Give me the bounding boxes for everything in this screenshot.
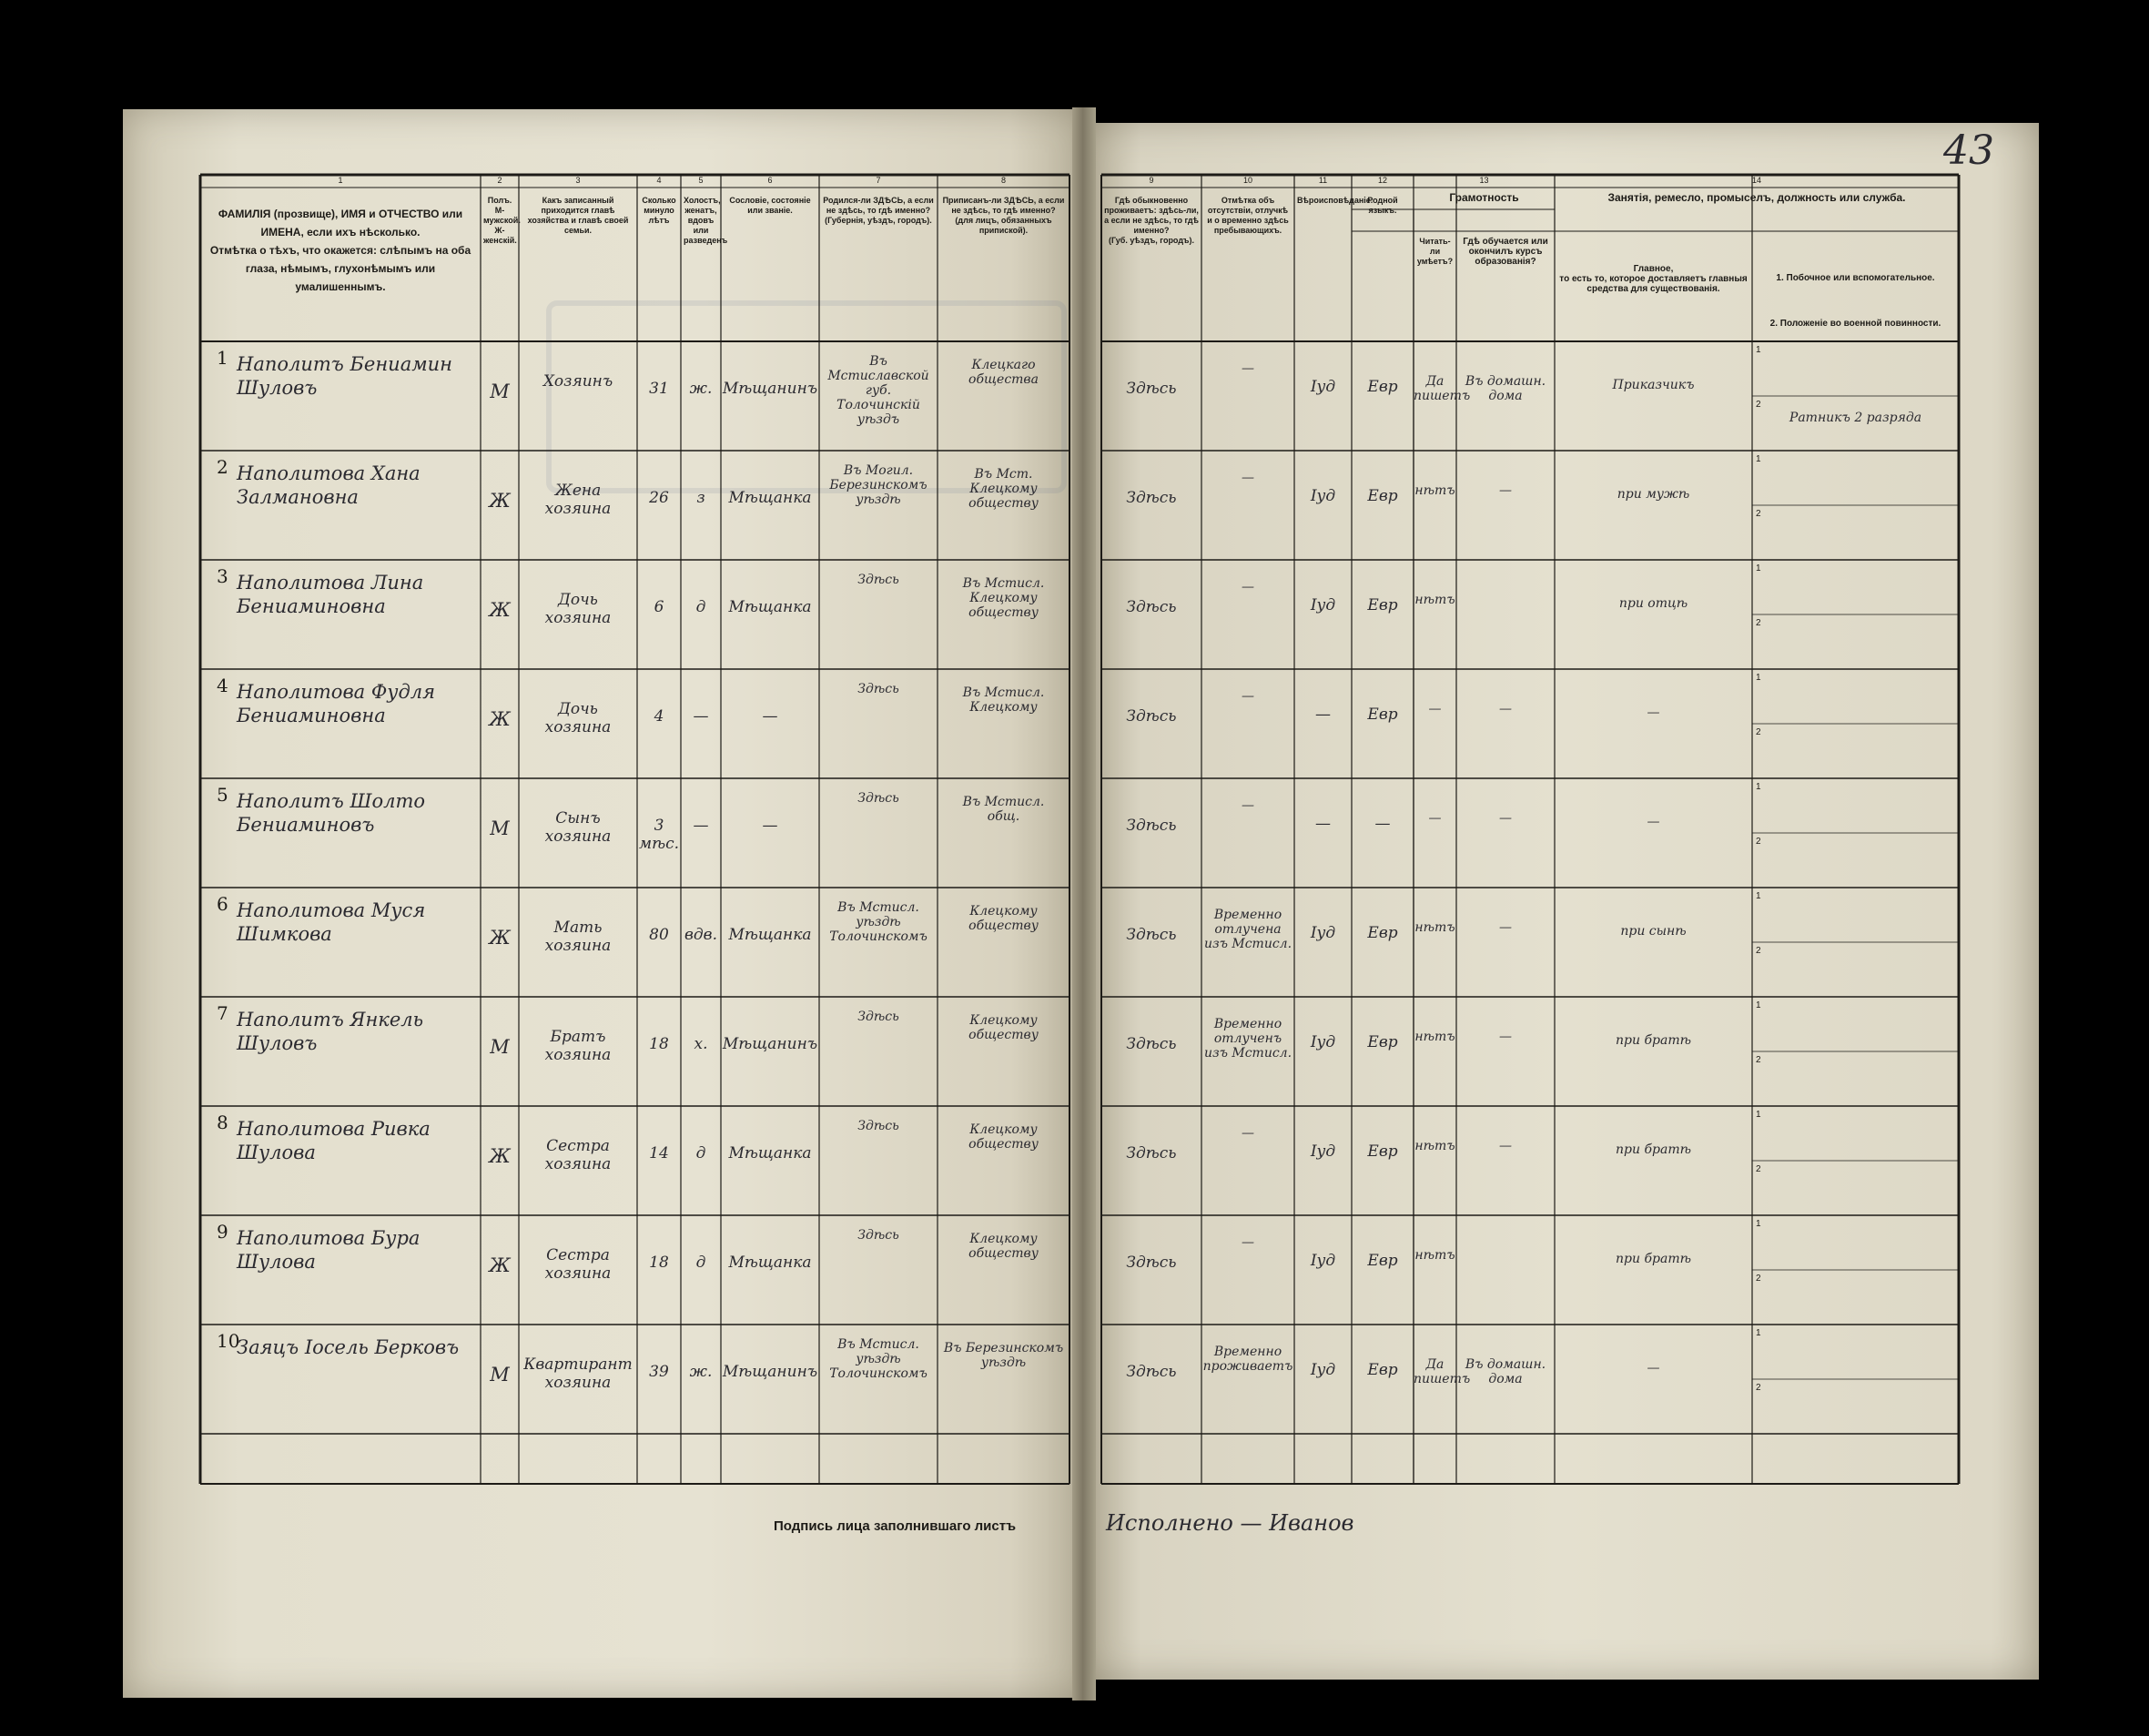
column-header-c13b: Гдѣ обучается или окончилъ курсъ образованія?	[1463, 237, 1548, 267]
residence-cell: Здѣсь	[1126, 707, 1177, 726]
column-header-c14a: Главное, то есть то, которое доставляетъ главныя средства для существованія.	[1559, 264, 1748, 294]
age-cell: 18	[649, 1035, 669, 1053]
relation-cell: Братъ хозяина	[544, 1028, 612, 1064]
subline-number: 1	[1756, 1000, 1761, 1010]
age-cell: 39	[649, 1363, 669, 1381]
subline-number: 2	[1756, 1383, 1761, 1393]
literacy-cell: Да пишетъ	[1414, 1357, 1471, 1386]
registration-cell: Въ Мстисл. общ.	[962, 795, 1045, 824]
subline-number: 2	[1756, 509, 1761, 519]
column-header-c7: Родился-ли ЗДѢСЬ, а если не здѣсь, то гдѣ именно? (Губернія, уѣздъ, городъ).	[823, 196, 934, 225]
absence-cell: —	[1242, 1235, 1254, 1250]
relation-cell: Дочь хозяина	[544, 591, 612, 627]
education-cell: Въ домашн. дома	[1465, 1357, 1546, 1386]
person-name: Наполитова Бура Шулова	[237, 1227, 421, 1273]
registration-cell: Клецкому обществу	[968, 904, 1039, 933]
column-header-c11: Вѣроисповѣданіе.	[1297, 196, 1374, 205]
education-cell: —	[1499, 811, 1512, 826]
religion-cell: —	[1315, 815, 1331, 833]
residence-cell: Здѣсь	[1126, 817, 1177, 835]
registration-cell: Въ Мст. Клецкому обществу	[968, 467, 1039, 511]
marital-cell: ж.	[689, 1363, 713, 1381]
occupation-cell: —	[1647, 706, 1660, 720]
military-status-cell: Ратникъ 2 разряда	[1789, 411, 1922, 425]
estate-cell: —	[762, 817, 778, 835]
column-header-c13a: Читать-ли умѣетъ?	[1416, 237, 1454, 266]
language-cell: Евр	[1367, 1142, 1398, 1161]
sex-cell: Ж	[489, 490, 511, 512]
language-cell: Евр	[1367, 924, 1398, 942]
occupation-cell: Приказчикъ	[1612, 378, 1695, 392]
subline-number: 2	[1756, 1055, 1761, 1065]
birthplace-cell: Здѣсь	[857, 573, 899, 587]
row-number: 3	[217, 565, 228, 587]
column-header-c3: Какъ записанный приходится главѣ хозяйства и главѣ своей семьи.	[527, 196, 629, 235]
marital-cell: х.	[694, 1035, 708, 1053]
language-cell: Евр	[1367, 487, 1398, 505]
column-header-c14b1: 1. Побочное или вспомогательное.	[1776, 273, 1935, 283]
religion-cell: Іуд	[1310, 487, 1336, 505]
marital-cell: д	[695, 598, 706, 616]
column-header-c1: ФАМИЛІЯ (прозвище), ИМЯ и ОТЧЕСТВО или ИМЕНА, если ихъ нѣсколько. Отмѣтка о тѣхъ, что окажется: слѣпымъ на оба глаза, нѣмымъ, глухонѣмымъ или умалишеннымъ.	[209, 208, 471, 293]
row-number: 7	[217, 1002, 228, 1024]
age-cell: 18	[649, 1254, 669, 1272]
column-number: 9	[1149, 176, 1154, 185]
row-number: 2	[217, 456, 228, 478]
person-name: Наполитова Лина Бениаминовна	[237, 572, 424, 617]
person-name: Наполитова Муся Шимкова	[237, 899, 426, 945]
estate-cell: Мѣщанинъ	[722, 1363, 818, 1381]
residence-cell: Здѣсь	[1126, 489, 1177, 507]
religion-cell: Іуд	[1310, 924, 1336, 942]
absence-cell: Временно отлученъ изъ Мстисл.	[1203, 1017, 1292, 1061]
occupation-cell: при мужѣ	[1617, 487, 1690, 502]
subline-number: 1	[1756, 782, 1761, 792]
sex-cell: М	[490, 1364, 510, 1386]
sex-cell: М	[490, 381, 510, 402]
absence-cell: Временно отлучена изъ Мстисл.	[1203, 908, 1292, 951]
estate-cell: Мѣщанинъ	[722, 1035, 818, 1053]
age-cell: 31	[649, 380, 669, 398]
residence-cell: Здѣсь	[1126, 1363, 1177, 1381]
education-cell: —	[1499, 920, 1512, 935]
subline-number: 1	[1756, 345, 1761, 355]
marital-cell: вдв.	[684, 926, 717, 944]
sex-cell: Ж	[489, 708, 511, 730]
birthplace-cell: Въ Мстисл. уѣздѣ Толочинскомъ	[829, 1337, 928, 1381]
absence-cell: —	[1242, 1126, 1254, 1141]
religion-cell: Іуд	[1310, 1361, 1336, 1379]
residence-cell: Здѣсь	[1126, 380, 1177, 398]
sex-cell: Ж	[489, 599, 511, 621]
person-name: Наполитова Хана Залмановна	[237, 462, 421, 508]
sex-cell: Ж	[489, 927, 511, 949]
marital-cell: —	[693, 707, 709, 726]
registration-cell: Клецкому обществу	[968, 1013, 1039, 1042]
occupation-cell: при братѣ	[1616, 1252, 1691, 1266]
language-cell: Евр	[1367, 378, 1398, 396]
sex-cell: М	[490, 817, 510, 839]
column-number: 1	[338, 176, 343, 185]
residence-cell: Здѣсь	[1126, 926, 1177, 944]
religion-cell: Іуд	[1310, 1252, 1336, 1270]
birthplace-cell: Въ Мстисл. уѣздѣ Толочинскомъ	[829, 900, 928, 944]
person-name: Наполитъ Янкель Шуловъ	[237, 1009, 424, 1054]
estate-cell: Мѣщанка	[728, 1144, 812, 1162]
language-cell: Евр	[1367, 1033, 1398, 1051]
occupation-cell: при отцѣ	[1618, 596, 1688, 611]
birthplace-cell: Здѣсь	[857, 1010, 899, 1024]
language-cell: Евр	[1367, 1252, 1398, 1270]
column-number: 10	[1242, 176, 1252, 185]
education-cell: Въ домашн. дома	[1465, 374, 1546, 403]
subline-number: 1	[1756, 891, 1761, 901]
relation-cell: Жена хозяина	[544, 482, 612, 518]
marital-cell: ж.	[689, 380, 713, 398]
birthplace-cell: Здѣсь	[857, 1228, 899, 1243]
subline-number: 2	[1756, 618, 1761, 628]
birthplace-cell: Въ Могил. Березинскомъ уѣздѣ	[829, 463, 928, 507]
marital-cell: —	[693, 817, 709, 835]
row-number: 1	[217, 347, 228, 369]
relation-cell: Квартирант хозяина	[523, 1355, 633, 1392]
relation-cell: Дочь хозяина	[544, 700, 612, 736]
row-number: 4	[217, 675, 228, 696]
column-header-c12: Родной языкъ.	[1367, 196, 1398, 215]
absence-cell: Временно проживаетъ	[1202, 1345, 1293, 1374]
registration-cell: Клецкаго общества	[968, 358, 1039, 387]
sex-cell: М	[490, 1036, 510, 1058]
absence-cell: —	[1242, 689, 1254, 704]
religion-cell: Іуд	[1310, 1033, 1336, 1051]
literacy-cell: нѣтъ	[1414, 920, 1455, 935]
age-cell: 26	[649, 489, 669, 507]
column-header-c9: Гдѣ обыкновенно проживаетъ: здѣсь-ли, а если не здѣсь, то гдѣ именно? (Губ. уѣздъ, городъ).	[1104, 196, 1199, 245]
column-number: 3	[575, 176, 581, 185]
language-cell: Евр	[1367, 706, 1398, 724]
age-cell: 6	[654, 598, 664, 616]
column-header-c6: Сословіе, состояніе или званіе.	[729, 196, 811, 215]
birthplace-cell: Здѣсь	[857, 682, 899, 696]
estate-cell: —	[762, 707, 778, 726]
estate-cell: Мѣщанка	[728, 489, 812, 507]
language-cell: Евр	[1367, 596, 1398, 614]
marital-cell: з	[696, 489, 705, 507]
page-number: 43	[1943, 127, 1994, 174]
residence-cell: Здѣсь	[1126, 1035, 1177, 1053]
marital-cell: д	[695, 1254, 706, 1272]
column-number: 5	[698, 176, 704, 185]
estate-cell: Мѣщанка	[728, 1254, 812, 1272]
column-number: 13	[1479, 176, 1489, 185]
column-header-c14b2: 2. Положеніе во военной повинности.	[1769, 319, 1941, 329]
residence-cell: Здѣсь	[1126, 1144, 1177, 1162]
age-cell: 80	[649, 926, 669, 944]
subline-number: 1	[1756, 1219, 1761, 1229]
estate-cell: Мѣщанинъ	[722, 380, 818, 398]
subline-number: 2	[1756, 837, 1761, 847]
column-header-c10: Отмѣтка объ отсутствіи, отлучкѣ и о временно здѣсь пребывающихъ.	[1207, 196, 1289, 235]
education-cell: —	[1499, 1030, 1512, 1044]
column-number: 11	[1318, 176, 1328, 185]
occupation-cell: при братѣ	[1616, 1142, 1691, 1157]
column-number: 12	[1377, 176, 1387, 185]
column-number: 2	[497, 176, 502, 185]
row-number: 8	[217, 1112, 228, 1133]
absence-cell: —	[1242, 580, 1254, 594]
absence-cell: —	[1242, 798, 1254, 813]
column-number: 4	[656, 176, 662, 185]
sex-cell: Ж	[489, 1145, 511, 1167]
absence-cell: —	[1242, 361, 1254, 376]
column-number: 14	[1751, 176, 1761, 185]
marital-cell: д	[695, 1144, 706, 1162]
birthplace-cell: Въ Мстиславской губ. Толочинскій уѣздъ	[827, 354, 929, 427]
religion-cell: Іуд	[1310, 1142, 1336, 1161]
person-name: Наполитова Ривка Шулова	[237, 1118, 431, 1163]
age-cell: 3 мѣс.	[638, 817, 680, 853]
education-cell: —	[1499, 483, 1512, 498]
registration-cell: Клецкому обществу	[968, 1232, 1039, 1261]
literacy-cell: —	[1428, 702, 1442, 716]
subline-number: 2	[1756, 1274, 1761, 1284]
literacy-cell: нѣтъ	[1414, 1030, 1455, 1044]
subline-number: 1	[1756, 1110, 1761, 1120]
person-name: Заяцъ Іосель Берковъ	[237, 1336, 460, 1358]
religion-cell: Іуд	[1310, 596, 1336, 614]
subline-number: 2	[1756, 946, 1761, 956]
occupation-cell: —	[1647, 815, 1660, 829]
row-number: 6	[217, 893, 228, 915]
row-number: 5	[217, 784, 228, 806]
literacy-cell: нѣтъ	[1414, 593, 1455, 607]
religion-cell: Іуд	[1310, 378, 1336, 396]
subline-number: 2	[1756, 400, 1761, 410]
column-header-c4: Сколько минуло лѣтъ	[642, 196, 676, 225]
sex-cell: Ж	[489, 1254, 511, 1276]
education-cell: —	[1499, 1139, 1512, 1153]
relation-cell: Сестра хозяина	[544, 1137, 612, 1173]
registration-cell: Клецкому обществу	[968, 1122, 1039, 1152]
residence-cell: Здѣсь	[1126, 1254, 1177, 1272]
religion-cell: —	[1315, 706, 1331, 724]
estate-cell: Мѣщанка	[728, 926, 812, 944]
occupation-cell: —	[1647, 1361, 1660, 1376]
literacy-cell: Да пишетъ	[1414, 374, 1471, 403]
education-cell: —	[1499, 702, 1512, 716]
age-cell: 14	[649, 1144, 669, 1162]
registration-cell: Въ Мстисл. Клецкому	[962, 685, 1045, 715]
row-number: 9	[217, 1221, 228, 1243]
relation-cell: Сынъ хозяина	[544, 809, 612, 846]
relation-cell: Сестра хозяина	[544, 1246, 612, 1283]
literacy-cell: нѣтъ	[1414, 1248, 1455, 1263]
estate-cell: Мѣщанка	[728, 598, 812, 616]
subline-number: 1	[1756, 673, 1761, 683]
row-number: 10	[217, 1330, 240, 1352]
occupation-cell: при братѣ	[1616, 1033, 1691, 1048]
column-number: 6	[767, 176, 773, 185]
literacy-cell: нѣтъ	[1414, 483, 1455, 498]
registration-cell: Въ Мстисл. Клецкому обществу	[962, 576, 1045, 620]
column-header-c2: Полъ. М-мужской. Ж-женскій.	[483, 196, 521, 245]
birthplace-cell: Здѣсь	[857, 1119, 899, 1133]
relation-cell: Хозяинъ	[542, 372, 613, 391]
subline-number: 2	[1756, 727, 1761, 737]
column-header-c8: Приписанъ-ли ЗДѢСЬ, а если не здѣсь, то гдѣ именно? (для лицъ, обязанныхъ припиской).	[942, 196, 1065, 235]
residence-cell: Здѣсь	[1126, 598, 1177, 616]
subline-number: 1	[1756, 563, 1761, 574]
subline-number: 1	[1756, 1328, 1761, 1338]
literacy-cell: нѣтъ	[1414, 1139, 1455, 1153]
column-header-c13: Грамотность	[1449, 191, 1519, 204]
language-cell: Евр	[1367, 1361, 1398, 1379]
signature-handwriting: Исполнено — Иванов	[1106, 1510, 1354, 1536]
registration-cell: Въ Березинскомъ уѣздѣ	[943, 1341, 1064, 1370]
age-cell: 4	[654, 707, 664, 726]
occupation-cell: при сынѣ	[1620, 924, 1687, 939]
relation-cell: Мать хозяина	[544, 919, 612, 955]
birthplace-cell: Здѣсь	[857, 791, 899, 806]
column-number: 7	[876, 176, 881, 185]
column-header-c14: Занятія, ремесло, промыселъ, должность или служба.	[1607, 191, 1906, 204]
subline-number: 2	[1756, 1164, 1761, 1174]
signature-label: Подпись лица заполнившаго листъ	[774, 1518, 1017, 1534]
person-name: Наполитъ Бениамин Шуловъ	[237, 353, 452, 399]
literacy-cell: —	[1428, 811, 1442, 826]
person-name: Наполитъ Шолто Бениаминовъ	[237, 790, 426, 836]
absence-cell: —	[1242, 471, 1254, 485]
subline-number: 1	[1756, 454, 1761, 464]
column-number: 8	[1000, 176, 1006, 185]
person-name: Наполитова Фудля Бениаминовна	[237, 681, 436, 726]
column-header-c5: Холостъ, женатъ, вдовъ или разведенъ	[684, 196, 728, 245]
language-cell: —	[1374, 815, 1391, 833]
